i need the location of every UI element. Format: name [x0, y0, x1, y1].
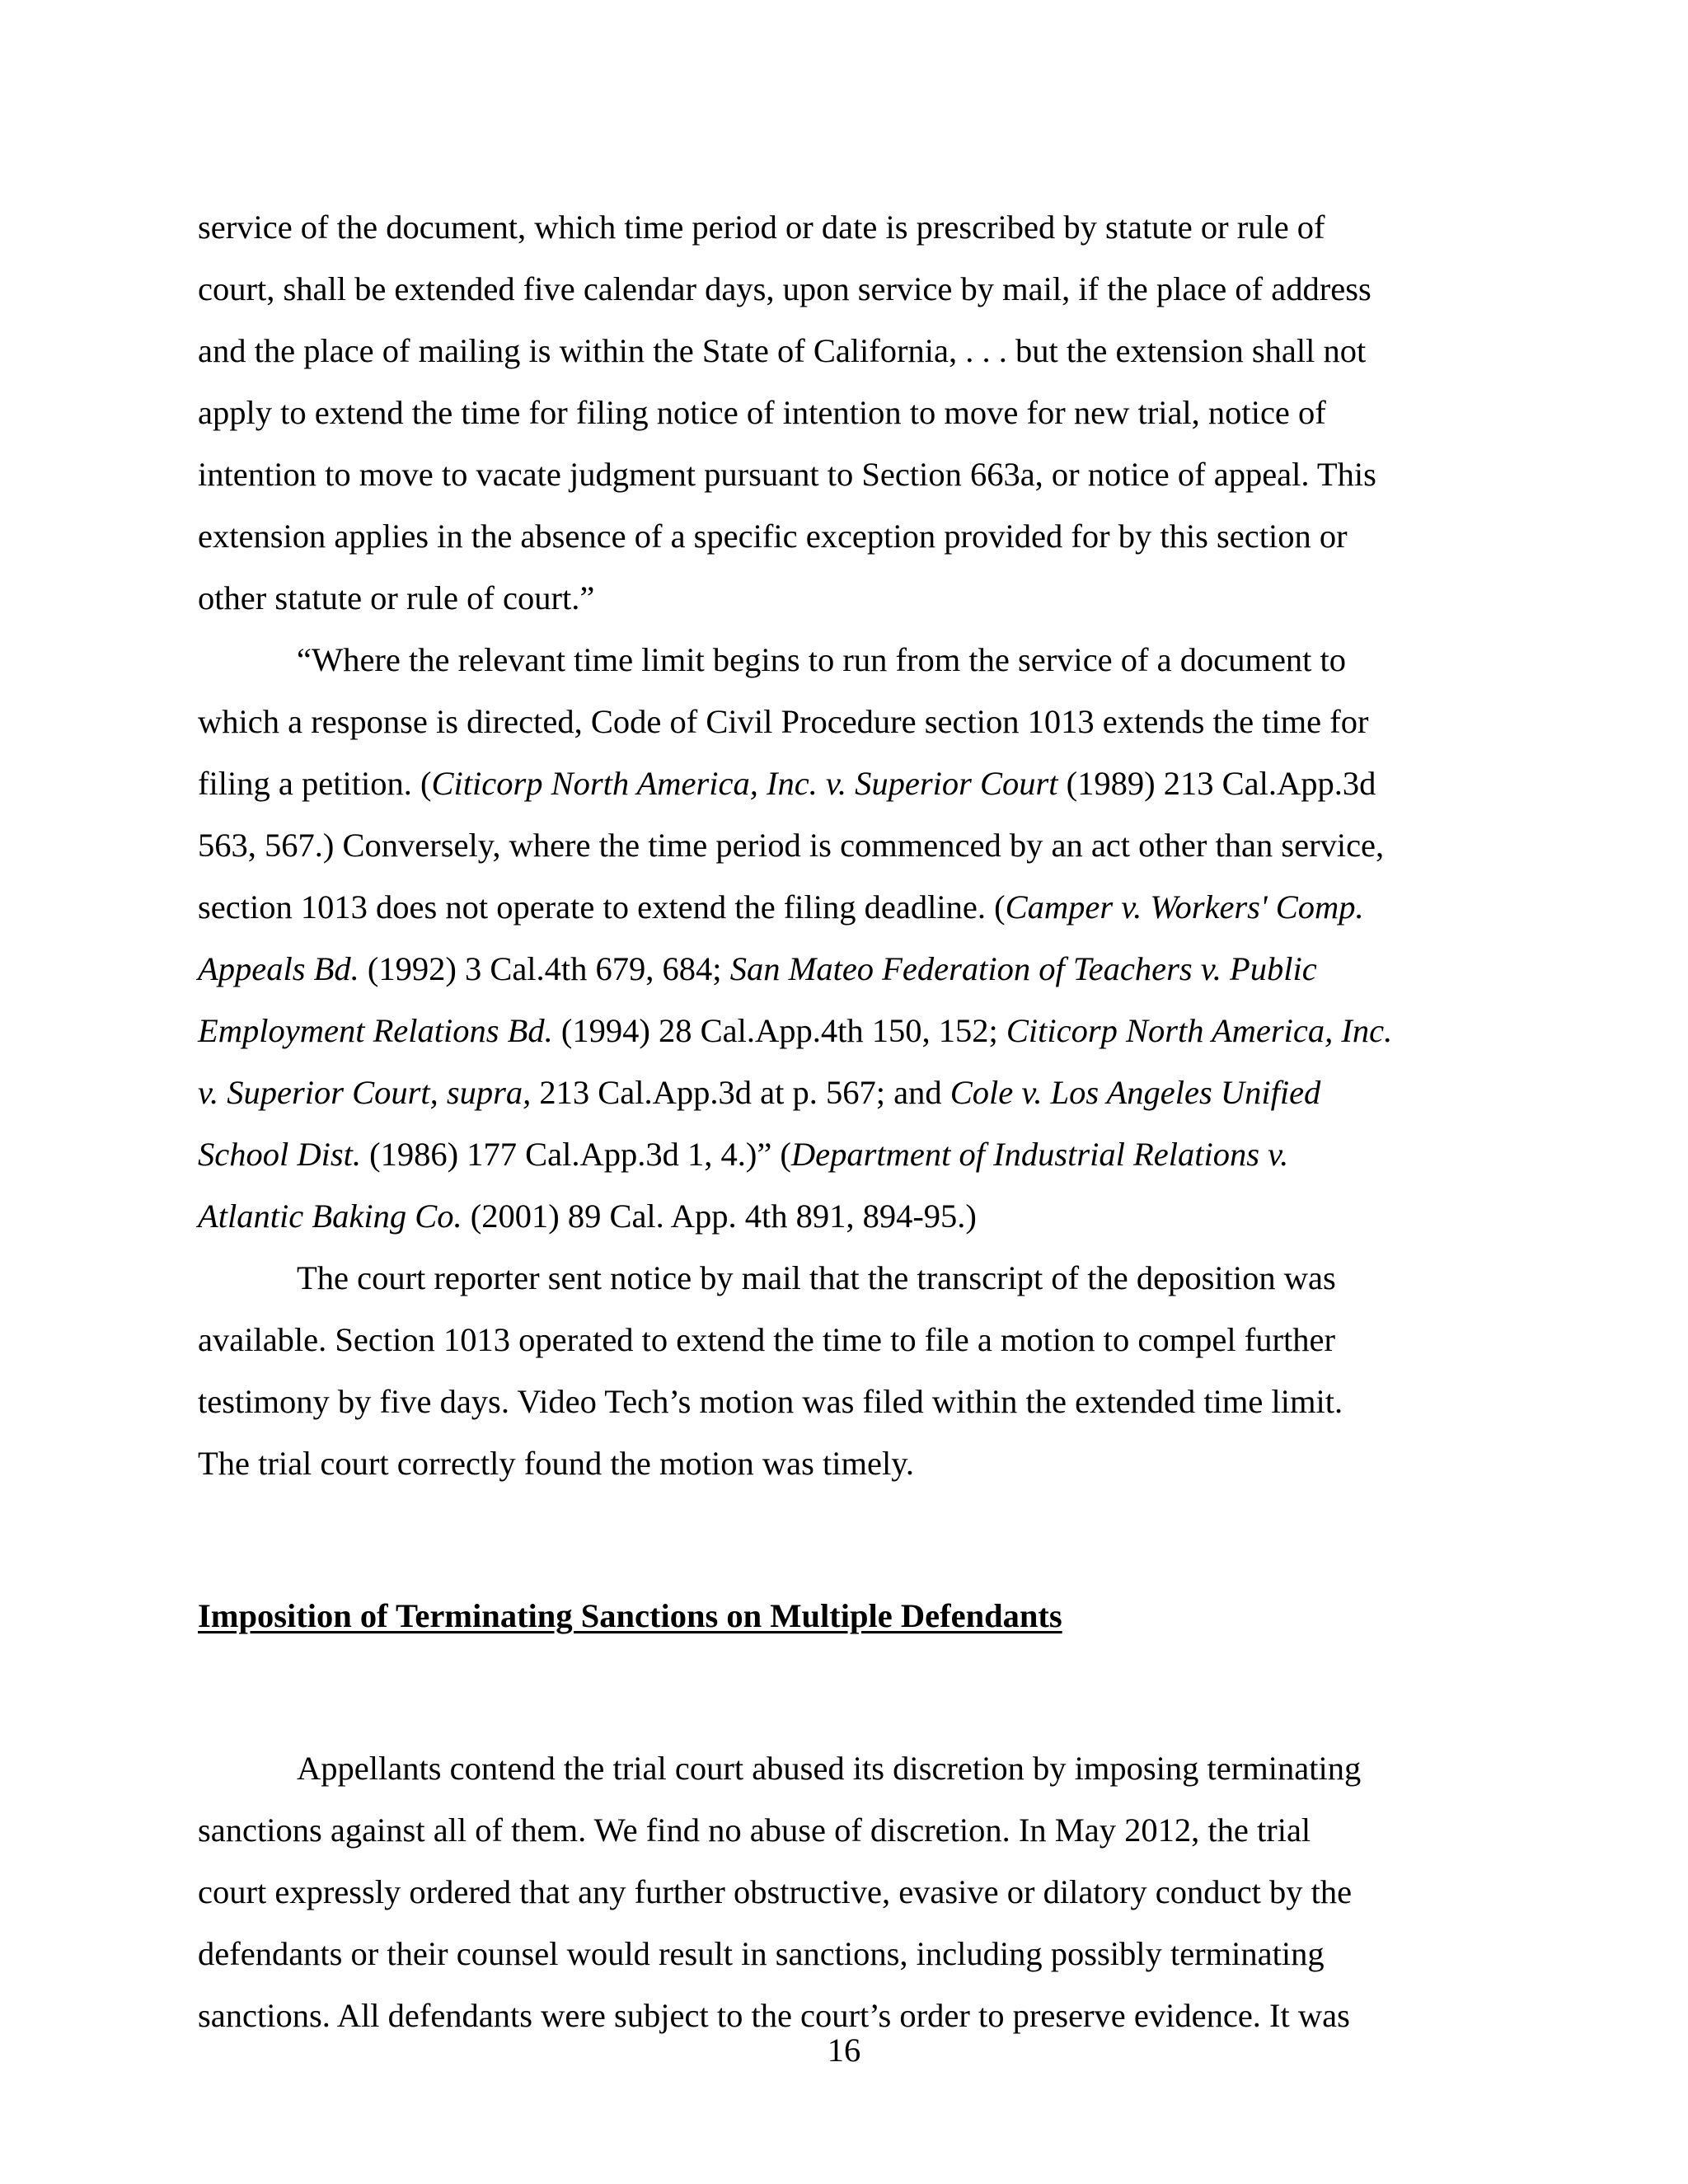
text-line: The trial court correctly found the motion was timely.	[198, 1445, 914, 1482]
text-line: court, shall be extended five calendar days, upon service by mail, if the place of address	[198, 270, 1372, 307]
text-line: court expressly ordered that any further obstructive, evasive or dilatory conduct by the	[198, 1873, 1353, 1910]
text-line: 563, 567.) Conversely, where the time period is commenced by an act other than service,	[198, 827, 1385, 864]
text-line	[198, 938, 1508, 1000]
page-number: 16	[827, 2032, 861, 2069]
text-line: service of the document, which time period or date is prescribed by statute or rule of	[198, 209, 1325, 246]
text-run: (1994) 28 Cal.App.4th 150, 152;	[552, 1012, 1006, 1049]
paragraph-sanctions	[198, 1737, 1508, 2046]
text-line: The court reporter sent notice by mail that the transcript of the deposition was	[297, 1259, 1336, 1296]
case-name: Department of Industrial Relations v.	[790, 1136, 1289, 1173]
paragraph-case-citations	[198, 629, 1508, 1247]
text-run: filing a petition. (	[198, 765, 432, 802]
section-spacer	[198, 1494, 1508, 1585]
text-line: Appellants contend the trial court abused its discretion by imposing terminating	[297, 1750, 1362, 1787]
case-name: San Mateo Federation of Teachers v. Public	[729, 950, 1317, 987]
text-line: extension applies in the absence of a specific exception provided for by this section or	[198, 518, 1348, 555]
document-body	[198, 196, 1508, 2046]
text-line	[198, 1185, 1508, 1247]
text-line: apply to extend the time for filing notice of intention to move for new trial, notice of	[198, 394, 1326, 431]
case-name: Cole v. Los Angeles Unified	[950, 1074, 1321, 1111]
text-line	[198, 752, 1508, 814]
text-run: 213 Cal.App.3d at p. 567; and	[531, 1074, 950, 1111]
case-name: Appeals Bd.	[198, 950, 359, 987]
paragraph-conclusion	[198, 1247, 1508, 1494]
text-line: which a response is directed, Code of Civil Procedure section 1013 extends the time for	[198, 703, 1369, 740]
case-name: School Dist.	[198, 1136, 361, 1173]
text-line	[198, 1000, 1508, 1062]
text-line: and the place of mailing is within the State of California, . . . but the extension shall not	[198, 332, 1367, 369]
text-line: sanctions against all of them. We find no abuse of discretion. In May 2012, the trial	[198, 1811, 1311, 1849]
text-line: testimony by five days. Video Tech’s motion was filed within the extended time limit.	[198, 1383, 1343, 1420]
section-spacer	[198, 1647, 1508, 1737]
text-line: defendants or their counsel would result in sanctions, including possibly terminating	[198, 1935, 1325, 1972]
text-line: sanctions. All defendants were subject to the court’s order to preserve evidence. It was	[198, 1997, 1350, 2034]
section-heading: Imposition of Terminating Sanctions on Multiple Defendants	[198, 1597, 1062, 1634]
text-run: (1986) 177 Cal.App.3d 1, 4.)” (	[361, 1136, 791, 1173]
case-name: v. Superior Court, supra,	[198, 1074, 532, 1111]
case-name: Citicorp North America, Inc. v. Superior Court	[431, 765, 1058, 802]
text-line	[198, 876, 1508, 938]
case-name: Camper v. Workers' Comp.	[1005, 888, 1364, 926]
text-run: (1989) 213 Cal.App.3d	[1057, 765, 1376, 802]
text-line	[198, 1062, 1508, 1123]
text-line: other statute or rule of court.”	[198, 579, 595, 616]
text-line: available. Section 1013 operated to extend the time to file a motion to compel further	[198, 1321, 1335, 1358]
text-line: “Where the relevant time limit begins to run from the service of a document to	[297, 641, 1347, 678]
text-run: section 1013 does not operate to extend the filing deadline. (	[198, 888, 1006, 926]
text-line	[198, 1123, 1508, 1185]
text-line: intention to move to vacate judgment pursuant to Section 663a, or notice of appeal. This	[198, 456, 1376, 493]
case-name: Citicorp North America, Inc.	[1006, 1012, 1393, 1049]
case-name: Atlantic Baking Co.	[198, 1197, 462, 1235]
text-run: (1992) 3 Cal.4th 679, 684;	[359, 950, 730, 987]
text-run: (2001) 89 Cal. App. 4th 891, 894-95.)	[462, 1197, 977, 1235]
paragraph-statute-quote	[198, 196, 1508, 629]
case-name: Employment Relations Bd.	[198, 1012, 553, 1049]
